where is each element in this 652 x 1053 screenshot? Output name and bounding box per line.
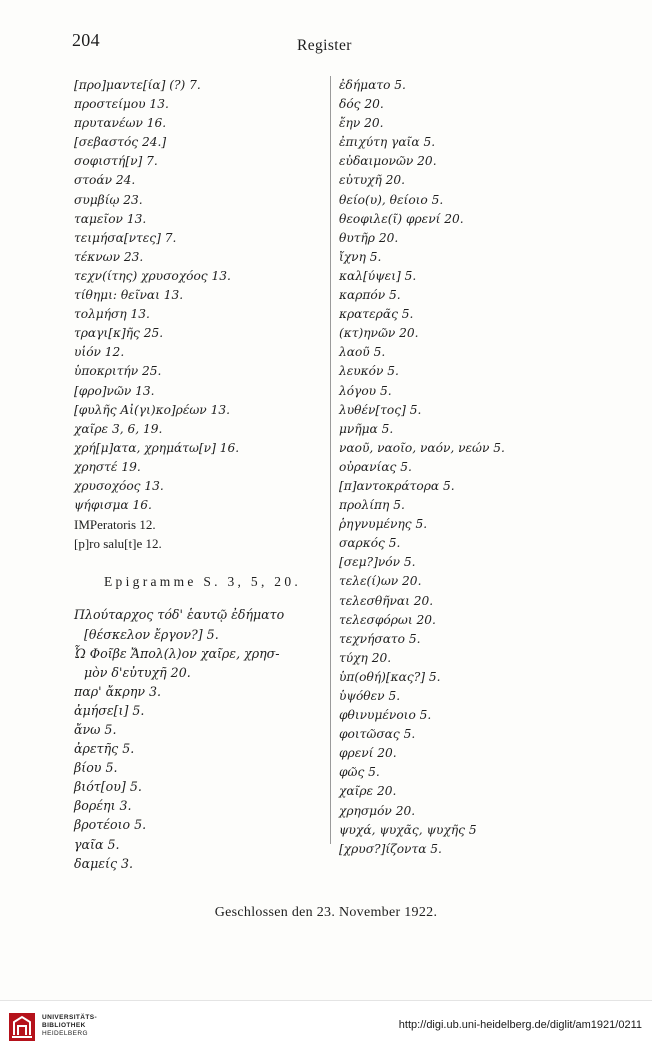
- institution-line-2: BIBLIOTHEK: [42, 1022, 86, 1029]
- column-divider: [330, 76, 331, 844]
- index-entry: τειμήσα[ντες] 7.: [74, 230, 177, 245]
- index-entry: υἱόν 12.: [74, 345, 125, 360]
- running-head: Register: [297, 37, 352, 54]
- index-entry: IMPeratoris 12.: [74, 517, 156, 533]
- index-entry: φοιτῶσας 5.: [339, 727, 416, 742]
- index-entry: θυτῆρ 20.: [339, 230, 399, 245]
- index-entry: [προ]μαντε[ία] (?) 7.: [74, 78, 201, 92]
- index-entry: ἀμήσε[ι] 5.: [74, 702, 145, 718]
- index-entry: δός 20.: [339, 97, 384, 112]
- index-entry: ναοῦ, ναοῖο, ναόν, νεών 5.: [339, 440, 505, 455]
- index-entry: [θέσκελον ἔργον?] 5.: [84, 626, 219, 642]
- index-entry: παρ' ἄκρην 3.: [74, 683, 162, 699]
- index-entry: λόγου 5.: [339, 383, 392, 398]
- index-entry: οὐρανίας 5.: [339, 459, 412, 474]
- index-entry: χρή[μ]ατα, χρημάτω[ν] 16.: [74, 440, 240, 455]
- index-entry: εὐδαιμονῶν 20.: [339, 154, 437, 169]
- index-entry: χαῖρε 20.: [339, 784, 397, 799]
- index-entry: καλ[ύψει] 5.: [339, 268, 417, 283]
- index-entry: μὸν δ'εὐτυχῆ 20.: [84, 664, 191, 680]
- index-entry: λυθέν[τος] 5.: [339, 402, 422, 417]
- index-entry: Ὦ Φοῖβε Ἄπολ(λ)ον χαῖρε, χρησ-: [74, 645, 280, 661]
- index-entry: προλίπη 5.: [339, 498, 405, 513]
- index-entry: λαοῦ 5.: [339, 345, 386, 360]
- institution-line-1: UNIVERSITÄTS-: [42, 1014, 98, 1021]
- index-entry: προστείμου 13.: [74, 97, 169, 112]
- index-entry: φῶς 5.: [339, 765, 380, 780]
- index-entry: βιότ[ου] 5.: [74, 779, 142, 795]
- index-entry: κρατερᾶς 5.: [339, 307, 414, 322]
- index-entry: [σεμ?]νόν 5.: [339, 555, 416, 570]
- index-entry: εὐτυχῆ 20.: [339, 173, 406, 188]
- index-entry: σαρκός 5.: [339, 536, 401, 551]
- index-entry: ἐδήματο 5.: [339, 78, 406, 92]
- left-column: [74, 76, 326, 873]
- index-entry: γαῖα 5.: [74, 836, 120, 852]
- index-entry: πρυτανέων 16.: [74, 116, 167, 131]
- index-entry: χρησμόν 20.: [339, 803, 416, 818]
- closing-note: Geschlossen den 23. November 1922.: [214, 905, 438, 920]
- index-entry: ἐπιχύτη γαῖα 5.: [339, 135, 436, 150]
- index-entry: τελε(ί)ων 20.: [339, 574, 422, 589]
- index-entry: τολμήση 13.: [74, 307, 150, 322]
- institution-line-3: HEIDELBERG: [42, 1030, 88, 1037]
- index-entry: βίου 5.: [74, 760, 118, 776]
- index-entry: ἔην 20.: [339, 116, 384, 131]
- institution-name: [42, 1014, 97, 1038]
- index-entry: ὑπ(οθή)[κας?] 5.: [339, 669, 441, 684]
- index-entry: θείο(υ), θείοιο 5.: [339, 192, 444, 207]
- permalink-url[interactable]: http://digi.ub.uni-heidelberg.de/diglit/am1921/0211: [398, 1019, 642, 1031]
- index-entry: φρενί 20.: [339, 746, 397, 761]
- index-entry: [φυλῆς Αἰ(γι)κο]ρέων 13.: [74, 402, 230, 417]
- index-entry: ἀρετῆς 5.: [74, 741, 135, 757]
- index-entry: (κτ)ηνῶν 20.: [339, 326, 419, 341]
- index-entry: τεχνήσατο 5.: [339, 631, 421, 646]
- right-index-list: [339, 76, 579, 859]
- index-entry: συμβίῳ 23.: [74, 192, 143, 207]
- index-entry: τύχη 20.: [339, 650, 392, 665]
- index-entry: ῥηγνυμένης 5.: [339, 517, 428, 532]
- index-entry: λευκόν 5.: [339, 364, 399, 379]
- index-entry: τελεσθῆναι 20.: [339, 593, 434, 608]
- index-entry: βροτέοιο 5.: [74, 817, 147, 833]
- index-entry: χρυσοχόος 13.: [74, 478, 164, 493]
- index-entry: ψυχά, ψυχᾶς, ψυχῆς 5: [339, 822, 477, 837]
- index-entry: ἄνω 5.: [74, 722, 117, 737]
- left-index-list: [74, 76, 326, 553]
- index-entry: ταμεῖον 13.: [74, 211, 147, 226]
- index-entry: [p]ro salu[t]e 12.: [74, 536, 162, 552]
- epigram-heading: Epigramme S. 3, 5, 20.: [104, 574, 302, 590]
- footer-bar: [0, 1000, 652, 1053]
- index-entry: Πλούταρχος τόδ' ἑαυτῷ ἐδήματο: [74, 607, 285, 623]
- index-entry: θεοφιλε(ῖ) φρενί 20.: [339, 211, 464, 226]
- index-entry: ὑψόθεν 5.: [339, 689, 401, 703]
- index-entry: [π]αντοκράτορα 5.: [339, 478, 455, 493]
- index-entry: τέκνων 23.: [74, 249, 144, 264]
- page-number: 204: [72, 30, 100, 50]
- index-entry: ἴχνη 5.: [339, 249, 382, 264]
- epigram-index-list: [74, 605, 326, 872]
- index-entry: τελεσφόρωι 20.: [339, 612, 436, 627]
- index-entry: σοφιστή[ν] 7.: [74, 154, 158, 169]
- index-entry: τεχν(ίτης) χρυσοχόος 13.: [74, 268, 231, 283]
- index-entry: [φρο]νῶν 13.: [74, 383, 155, 398]
- index-entry: ψήφισμα 16.: [74, 498, 152, 513]
- university-logo-icon[interactable]: [9, 1013, 35, 1041]
- index-entry: μνῆμα 5.: [339, 421, 394, 436]
- index-entry: ὑποκριτήν 25.: [74, 364, 162, 379]
- index-entry: δαμείς 3.: [74, 855, 134, 871]
- index-entry: βορέηι 3.: [74, 798, 132, 814]
- index-entry: καρπόν 5.: [339, 288, 401, 303]
- index-entry: χαῖρε 3, 6, 19.: [74, 421, 163, 436]
- index-entry: φθινυμένοιο 5.: [339, 708, 432, 723]
- index-entry: [χρυσ?]ίζοντα 5.: [339, 841, 442, 856]
- index-entry: χρηστέ 19.: [74, 459, 141, 474]
- index-entry: τίθημι: θεῖναι 13.: [74, 288, 184, 303]
- index-entry: [σεβαστός 24.]: [74, 135, 167, 150]
- index-entry: τραγι[κ]ῆς 25.: [74, 326, 164, 341]
- index-entry: στοάν 24.: [74, 173, 136, 188]
- right-column: [339, 76, 579, 859]
